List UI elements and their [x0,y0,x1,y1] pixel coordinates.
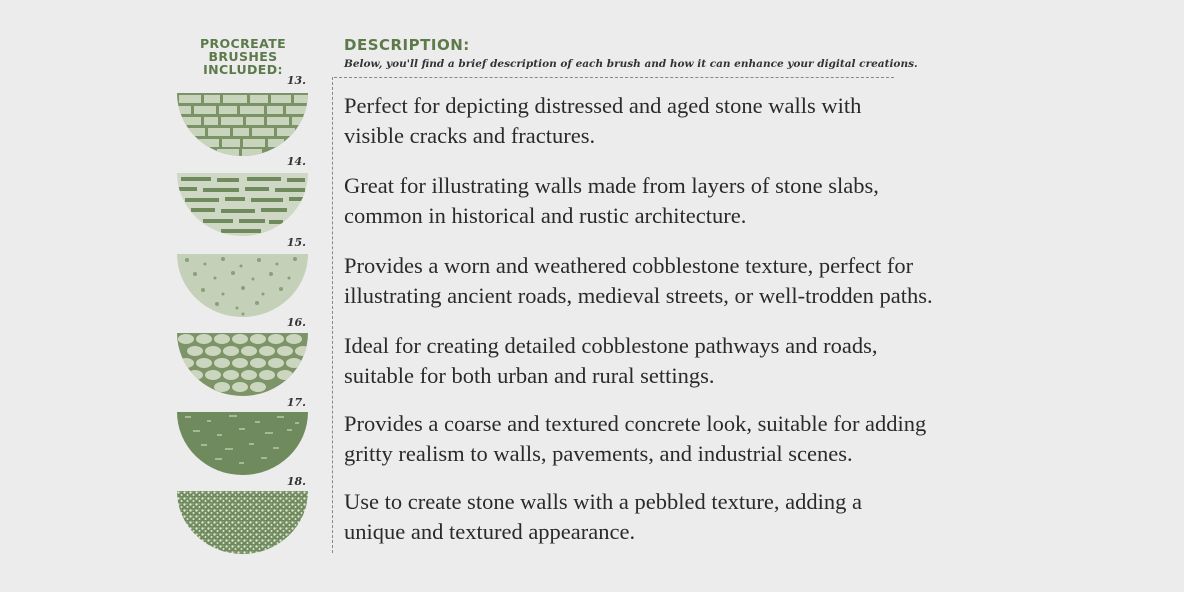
brush-number: 13. [286,74,306,87]
brush-number: 17. [286,396,306,409]
description-line: illustrating ancient roads, medieval streets, or well-trodden paths. [344,283,933,308]
description-line: Provides a worn and weathered cobblestone texture, perfect for [344,253,914,278]
brush-number: 15. [286,236,306,249]
brush-16-description [344,331,1034,391]
description-line: Provides a coarse and textured concrete look, suitable for adding [344,411,927,436]
description-line: visible cracks and fractures. [344,123,596,148]
brush-number: 18. [286,475,306,488]
brush-18-description [344,487,1034,547]
description-title: DESCRIPTION: [344,36,470,54]
brush-18-swatch [177,491,308,554]
brush-15-swatch [177,254,308,317]
heading-line-2: BRUSHES INCLUDED: [203,49,283,77]
description-line: Ideal for creating detailed cobblestone pathways and roads, [344,333,878,358]
column-divider [332,77,333,553]
header-divider [334,77,894,78]
description-line: common in historical and rustic architecture. [344,203,747,228]
description-line: suitable for both urban and rural settings. [344,363,715,388]
brush-13-swatch [177,93,308,156]
brush-15-description [344,251,1034,311]
description-line: Perfect for depicting distressed and aged stone walls with [344,93,862,118]
description-line: Use to create stone walls with a pebbled texture, adding a [344,489,862,514]
brush-number: 16. [286,316,306,329]
brush-13-description [344,91,1034,151]
brush-14-swatch [177,173,308,236]
description-line: Great for illustrating walls made from layers of stone slabs, [344,173,879,198]
brush-14-description [344,171,1034,231]
description-line: gritty realism to walls, pavements, and industrial scenes. [344,441,853,466]
description-line: unique and textured appearance. [344,519,636,544]
brush-17-swatch [177,412,308,475]
brush-17-description [344,409,1034,469]
heading-line-1: PROCREATE [199,36,287,51]
brush-16-swatch [177,333,308,396]
brushes-included-heading [170,37,316,76]
brush-number: 14. [286,155,306,168]
description-subtitle: Below, you'll find a brief description of each brush and how it can enhance your digital creations. [344,58,918,70]
